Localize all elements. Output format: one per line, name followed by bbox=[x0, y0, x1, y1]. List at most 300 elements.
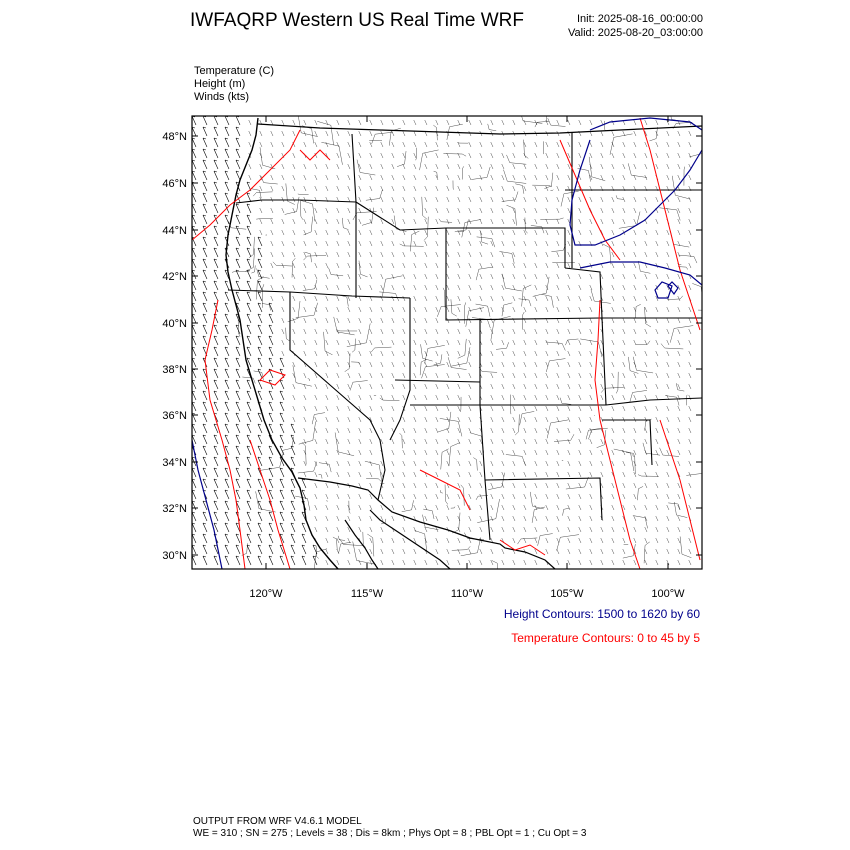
lon-label: 120°W bbox=[249, 588, 283, 600]
wind-barb bbox=[359, 362, 361, 367]
county-line bbox=[400, 433, 403, 448]
wind-barb bbox=[348, 384, 350, 389]
wind-barb bbox=[271, 142, 273, 147]
lon-label: 100°W bbox=[651, 588, 685, 600]
wind-barb bbox=[513, 164, 515, 169]
county-line bbox=[319, 463, 331, 472]
wind-barb bbox=[359, 505, 361, 510]
wind-barb bbox=[236, 424, 240, 433]
wind-barb bbox=[689, 450, 691, 455]
wind-barb bbox=[403, 450, 405, 455]
county-line bbox=[515, 414, 519, 435]
wind-barb bbox=[247, 402, 251, 411]
wind-barb bbox=[225, 391, 229, 400]
wind-barb bbox=[381, 197, 383, 202]
wind-barb bbox=[236, 556, 240, 565]
wind-barb bbox=[337, 373, 339, 378]
wind-barb bbox=[469, 175, 471, 180]
county-line bbox=[365, 461, 382, 483]
wind-barb bbox=[458, 208, 460, 213]
wind-barb bbox=[326, 516, 328, 521]
wind-barb bbox=[381, 384, 383, 389]
wind-barb bbox=[491, 274, 493, 279]
wind-barb bbox=[392, 230, 394, 235]
wind-barb bbox=[315, 274, 317, 279]
wind-barb bbox=[302, 545, 306, 554]
wind-barb bbox=[326, 450, 328, 455]
wind-barb bbox=[513, 175, 515, 180]
wind-barb bbox=[491, 461, 493, 466]
wind-barb bbox=[513, 340, 515, 345]
wind-barb bbox=[656, 538, 658, 543]
wind-barb bbox=[236, 435, 240, 444]
wind-barb bbox=[590, 439, 592, 444]
wind-barb bbox=[469, 252, 471, 257]
latitude-labels bbox=[162, 131, 187, 562]
wind-barb bbox=[392, 450, 394, 455]
wind-barb bbox=[302, 523, 306, 532]
wind-barb bbox=[612, 131, 614, 136]
wind-barb bbox=[513, 186, 515, 191]
wind-barb bbox=[568, 241, 570, 246]
wind-barb bbox=[491, 472, 493, 477]
wind-barb bbox=[524, 395, 526, 400]
wind-barb bbox=[447, 142, 449, 147]
wind-barb bbox=[425, 516, 427, 521]
wind-barb bbox=[225, 303, 229, 312]
wind-barb bbox=[247, 446, 251, 455]
wind-barb bbox=[337, 263, 339, 268]
wind-barb bbox=[370, 406, 372, 411]
county-line bbox=[488, 124, 496, 131]
wind-barb bbox=[293, 186, 295, 191]
wind-barb bbox=[392, 461, 394, 466]
wind-barb bbox=[337, 340, 339, 345]
wind-barb bbox=[491, 175, 493, 180]
county-line bbox=[334, 317, 355, 335]
wind-barb bbox=[392, 241, 394, 246]
wind-barb bbox=[348, 230, 350, 235]
wind-barb bbox=[359, 318, 361, 323]
wind-barb bbox=[258, 237, 262, 246]
wind-barb bbox=[458, 197, 460, 202]
wind-barb bbox=[304, 208, 306, 213]
county-line bbox=[530, 492, 544, 509]
wind-barb bbox=[667, 549, 669, 554]
wind-barb bbox=[403, 538, 405, 543]
wind-barb bbox=[667, 505, 669, 510]
wind-barb bbox=[656, 384, 658, 389]
wind-barb bbox=[282, 164, 284, 169]
wind-barb bbox=[403, 395, 405, 400]
wind-barb bbox=[634, 439, 636, 444]
wind-barb bbox=[381, 351, 383, 356]
wind-barb bbox=[590, 351, 592, 356]
county-line bbox=[452, 513, 460, 533]
wind-barb bbox=[524, 186, 526, 191]
wind-barb bbox=[524, 527, 526, 532]
wind-barb bbox=[258, 556, 262, 565]
wind-barb bbox=[557, 252, 559, 257]
wind-barb bbox=[458, 131, 460, 136]
wind-barb bbox=[513, 263, 515, 268]
wind-barb bbox=[480, 164, 482, 169]
wind-barb bbox=[634, 384, 636, 389]
wind-barb bbox=[359, 560, 361, 565]
wind-barb bbox=[326, 373, 328, 378]
wind-barb bbox=[623, 153, 625, 158]
wind-barb bbox=[381, 241, 383, 246]
wind-barb bbox=[337, 153, 339, 158]
wind-barb bbox=[447, 472, 449, 477]
county-line bbox=[302, 126, 314, 144]
wind-barb bbox=[258, 325, 262, 334]
wind-barb bbox=[403, 560, 405, 565]
wind-barb bbox=[458, 175, 460, 180]
wind-barb bbox=[689, 175, 691, 180]
wind-barb bbox=[634, 318, 636, 323]
wind-barb bbox=[258, 391, 262, 400]
wind-barb bbox=[513, 120, 515, 125]
wind-barb bbox=[293, 263, 295, 268]
wind-barb bbox=[291, 534, 295, 543]
wind-barb bbox=[370, 252, 372, 257]
wind-barb bbox=[304, 296, 306, 301]
wind-barb bbox=[203, 171, 207, 180]
wind-barb bbox=[601, 560, 603, 565]
wind-barb bbox=[225, 479, 229, 488]
wind-barb bbox=[203, 534, 207, 543]
county-line bbox=[506, 205, 516, 225]
wind-barb bbox=[291, 435, 295, 444]
wind-barb bbox=[359, 252, 361, 257]
wind-barb bbox=[645, 560, 647, 565]
wind-barb bbox=[247, 391, 251, 400]
wind-barb bbox=[447, 560, 449, 565]
wind-barb bbox=[282, 351, 284, 356]
wind-barb bbox=[414, 494, 416, 499]
wind-barb bbox=[535, 208, 537, 213]
wind-barb bbox=[271, 263, 273, 268]
county-line bbox=[546, 342, 566, 351]
wind-barb bbox=[546, 274, 548, 279]
wind-barb bbox=[214, 127, 218, 136]
wind-barb bbox=[291, 501, 295, 510]
wind-barb bbox=[480, 307, 482, 312]
wind-barb bbox=[258, 413, 262, 422]
county-line bbox=[506, 455, 526, 466]
wind-barb bbox=[557, 153, 559, 158]
wind-barb bbox=[282, 340, 284, 345]
county-line bbox=[659, 208, 680, 221]
wind-barb bbox=[282, 252, 284, 257]
wind-barb bbox=[612, 285, 614, 290]
wind-barb bbox=[447, 241, 449, 246]
wind-barb bbox=[557, 505, 559, 510]
wind-barb bbox=[304, 439, 306, 444]
wind-barb bbox=[414, 241, 416, 246]
wind-barb bbox=[623, 461, 625, 466]
wind-barb bbox=[414, 483, 416, 488]
county-line bbox=[362, 208, 374, 226]
wind-barb bbox=[689, 351, 691, 356]
wind-barb bbox=[612, 175, 614, 180]
wind-barb bbox=[645, 164, 647, 169]
wind-barb bbox=[436, 307, 438, 312]
wind-barb bbox=[458, 120, 460, 125]
county-line bbox=[366, 190, 383, 201]
wind-barb bbox=[513, 351, 515, 356]
wind-barb bbox=[513, 219, 515, 224]
wind-barb bbox=[326, 252, 328, 257]
wind-barb bbox=[258, 479, 262, 488]
wind-barb bbox=[535, 351, 537, 356]
wind-barb bbox=[458, 351, 460, 356]
wind-barb bbox=[579, 395, 581, 400]
wind-barb bbox=[225, 545, 229, 554]
wind-barb bbox=[546, 241, 548, 246]
wind-barb bbox=[491, 241, 493, 246]
wind-barb bbox=[546, 428, 548, 433]
wind-barb bbox=[247, 226, 251, 235]
wind-barb bbox=[634, 219, 636, 224]
mexico-border bbox=[298, 478, 555, 569]
county-line bbox=[674, 502, 687, 518]
wind-barb bbox=[568, 230, 570, 235]
wind-barb bbox=[557, 428, 559, 433]
wind-barb bbox=[557, 483, 559, 488]
wind-barb bbox=[546, 505, 548, 510]
wind-barb bbox=[590, 197, 592, 202]
wind-barb bbox=[667, 340, 669, 345]
wind-barb bbox=[414, 329, 416, 334]
wind-barb bbox=[337, 241, 339, 246]
wind-barb bbox=[634, 142, 636, 147]
wind-barb bbox=[645, 538, 647, 543]
wind-barb bbox=[447, 373, 449, 378]
wind-barb bbox=[524, 351, 526, 356]
wind-barb bbox=[436, 230, 438, 235]
wind-barb bbox=[403, 175, 405, 180]
wind-barb bbox=[370, 527, 372, 532]
wind-barb bbox=[425, 307, 427, 312]
wind-barb bbox=[601, 175, 603, 180]
wind-barb bbox=[546, 351, 548, 356]
wind-barb bbox=[271, 285, 273, 290]
wind-barb bbox=[579, 274, 581, 279]
wind-barb bbox=[546, 406, 548, 411]
wind-barb bbox=[535, 450, 537, 455]
county-line bbox=[535, 121, 549, 127]
county-line bbox=[502, 274, 522, 291]
wind-barb bbox=[203, 215, 207, 224]
wind-barb bbox=[271, 219, 273, 224]
wind-barb bbox=[678, 252, 680, 257]
wind-barb bbox=[348, 549, 350, 554]
wind-barb bbox=[590, 450, 592, 455]
wind-barb bbox=[590, 329, 592, 334]
wind-barb bbox=[436, 461, 438, 466]
wind-barb bbox=[326, 384, 328, 389]
temperature-contours bbox=[192, 118, 700, 569]
wind-barb bbox=[214, 182, 218, 191]
wind-barb bbox=[634, 208, 636, 213]
wind-barb bbox=[546, 175, 548, 180]
wind-barb bbox=[403, 307, 405, 312]
wind-barb bbox=[436, 494, 438, 499]
wind-barb bbox=[535, 461, 537, 466]
wind-barb bbox=[458, 406, 460, 411]
county-line bbox=[616, 372, 618, 393]
wind-barb bbox=[469, 208, 471, 213]
wind-barb bbox=[337, 131, 339, 136]
wind-barb bbox=[280, 468, 284, 477]
wind-barb bbox=[590, 307, 592, 312]
wind-barb bbox=[480, 439, 482, 444]
wind-barb bbox=[425, 263, 427, 268]
wind-barb bbox=[436, 142, 438, 147]
wind-barb bbox=[225, 149, 229, 158]
wind-barb bbox=[568, 384, 570, 389]
wind-barb bbox=[612, 208, 614, 213]
wind-barb bbox=[612, 505, 614, 510]
wind-barb bbox=[689, 263, 691, 268]
wind-barb bbox=[269, 347, 273, 356]
wind-barb bbox=[225, 369, 229, 378]
wind-barb bbox=[214, 468, 218, 477]
wind-barb bbox=[302, 534, 306, 543]
wind-barb bbox=[370, 318, 372, 323]
wind-barb bbox=[348, 241, 350, 246]
county-line bbox=[345, 353, 350, 371]
wind-barb bbox=[271, 241, 273, 246]
wind-barb bbox=[656, 120, 658, 125]
wind-barb bbox=[370, 373, 372, 378]
wind-barb bbox=[381, 340, 383, 345]
wind-barb bbox=[370, 494, 372, 499]
wind-barb bbox=[214, 446, 218, 455]
county-line bbox=[519, 299, 531, 306]
wind-barb bbox=[304, 175, 306, 180]
wind-barb bbox=[326, 230, 328, 235]
wind-barb bbox=[392, 329, 394, 334]
gulf-coast bbox=[345, 510, 450, 569]
wind-barb bbox=[203, 248, 207, 257]
wind-barb bbox=[601, 406, 603, 411]
wind-barb bbox=[590, 395, 592, 400]
county-boundaries bbox=[228, 108, 720, 576]
wind-barb bbox=[513, 538, 515, 543]
wind-barb bbox=[403, 428, 405, 433]
wind-barb bbox=[634, 230, 636, 235]
wind-barb bbox=[612, 329, 614, 334]
wind-barb bbox=[337, 307, 339, 312]
wind-barb bbox=[225, 402, 229, 411]
wind-barb bbox=[249, 175, 251, 180]
wind-barb bbox=[623, 560, 625, 565]
wind-barb bbox=[359, 197, 361, 202]
wind-barb bbox=[359, 516, 361, 521]
wind-barb bbox=[623, 296, 625, 301]
wind-barb bbox=[236, 402, 240, 411]
wind-barb bbox=[469, 329, 471, 334]
wind-barb bbox=[326, 186, 328, 191]
wind-barb bbox=[469, 340, 471, 345]
wind-barb bbox=[491, 296, 493, 301]
coastline bbox=[226, 118, 338, 569]
wind-barb bbox=[447, 384, 449, 389]
wind-barb bbox=[678, 230, 680, 235]
county-line bbox=[686, 395, 687, 405]
wind-barb bbox=[623, 527, 625, 532]
wind-barb bbox=[634, 483, 636, 488]
county-line bbox=[462, 166, 464, 179]
wind-barb bbox=[414, 527, 416, 532]
wind-barb bbox=[458, 549, 460, 554]
wind-barb bbox=[203, 281, 207, 290]
wind-barb bbox=[557, 230, 559, 235]
wind-barb bbox=[425, 461, 427, 466]
wind-barb bbox=[502, 527, 504, 532]
wind-barb bbox=[469, 450, 471, 455]
wind-barb bbox=[579, 340, 581, 345]
wind-barb bbox=[634, 197, 636, 202]
wind-barb bbox=[579, 516, 581, 521]
wind-barb bbox=[678, 428, 680, 433]
county-line bbox=[339, 295, 348, 306]
wind-barb bbox=[392, 560, 394, 565]
wind-barb bbox=[436, 340, 438, 345]
wind-barb bbox=[546, 516, 548, 521]
wind-barb bbox=[414, 472, 416, 477]
wind-barb bbox=[236, 391, 240, 400]
wind-barb bbox=[612, 516, 614, 521]
wind-barb bbox=[458, 274, 460, 279]
wind-barb bbox=[293, 318, 295, 323]
wind-barb bbox=[458, 384, 460, 389]
wind-barb bbox=[304, 219, 306, 224]
longitude-labels bbox=[249, 588, 685, 600]
wind-barb bbox=[247, 193, 251, 202]
wind-barb bbox=[247, 248, 251, 257]
wind-barb bbox=[370, 329, 372, 334]
wind-barb bbox=[315, 131, 317, 136]
wind-barb bbox=[436, 153, 438, 158]
wind-barb bbox=[203, 512, 207, 521]
wind-barb bbox=[491, 450, 493, 455]
wind-barb bbox=[579, 494, 581, 499]
wind-barb bbox=[269, 479, 273, 488]
wind-barb bbox=[579, 329, 581, 334]
wind-barb bbox=[568, 395, 570, 400]
wind-barb bbox=[535, 428, 537, 433]
wind-barb bbox=[502, 439, 504, 444]
wind-barb bbox=[656, 340, 658, 345]
wind-barb bbox=[425, 175, 427, 180]
wind-barb bbox=[203, 237, 207, 246]
wind-barb bbox=[447, 307, 449, 312]
county-line bbox=[371, 347, 391, 352]
wind-barb bbox=[524, 175, 526, 180]
wind-barb bbox=[348, 351, 350, 356]
wind-barb bbox=[236, 116, 240, 125]
wind-barb bbox=[612, 362, 614, 367]
wind-barb bbox=[458, 560, 460, 565]
wind-barb bbox=[491, 549, 493, 554]
county-line bbox=[562, 460, 563, 461]
wind-barb bbox=[590, 406, 592, 411]
wind-barb bbox=[337, 450, 339, 455]
